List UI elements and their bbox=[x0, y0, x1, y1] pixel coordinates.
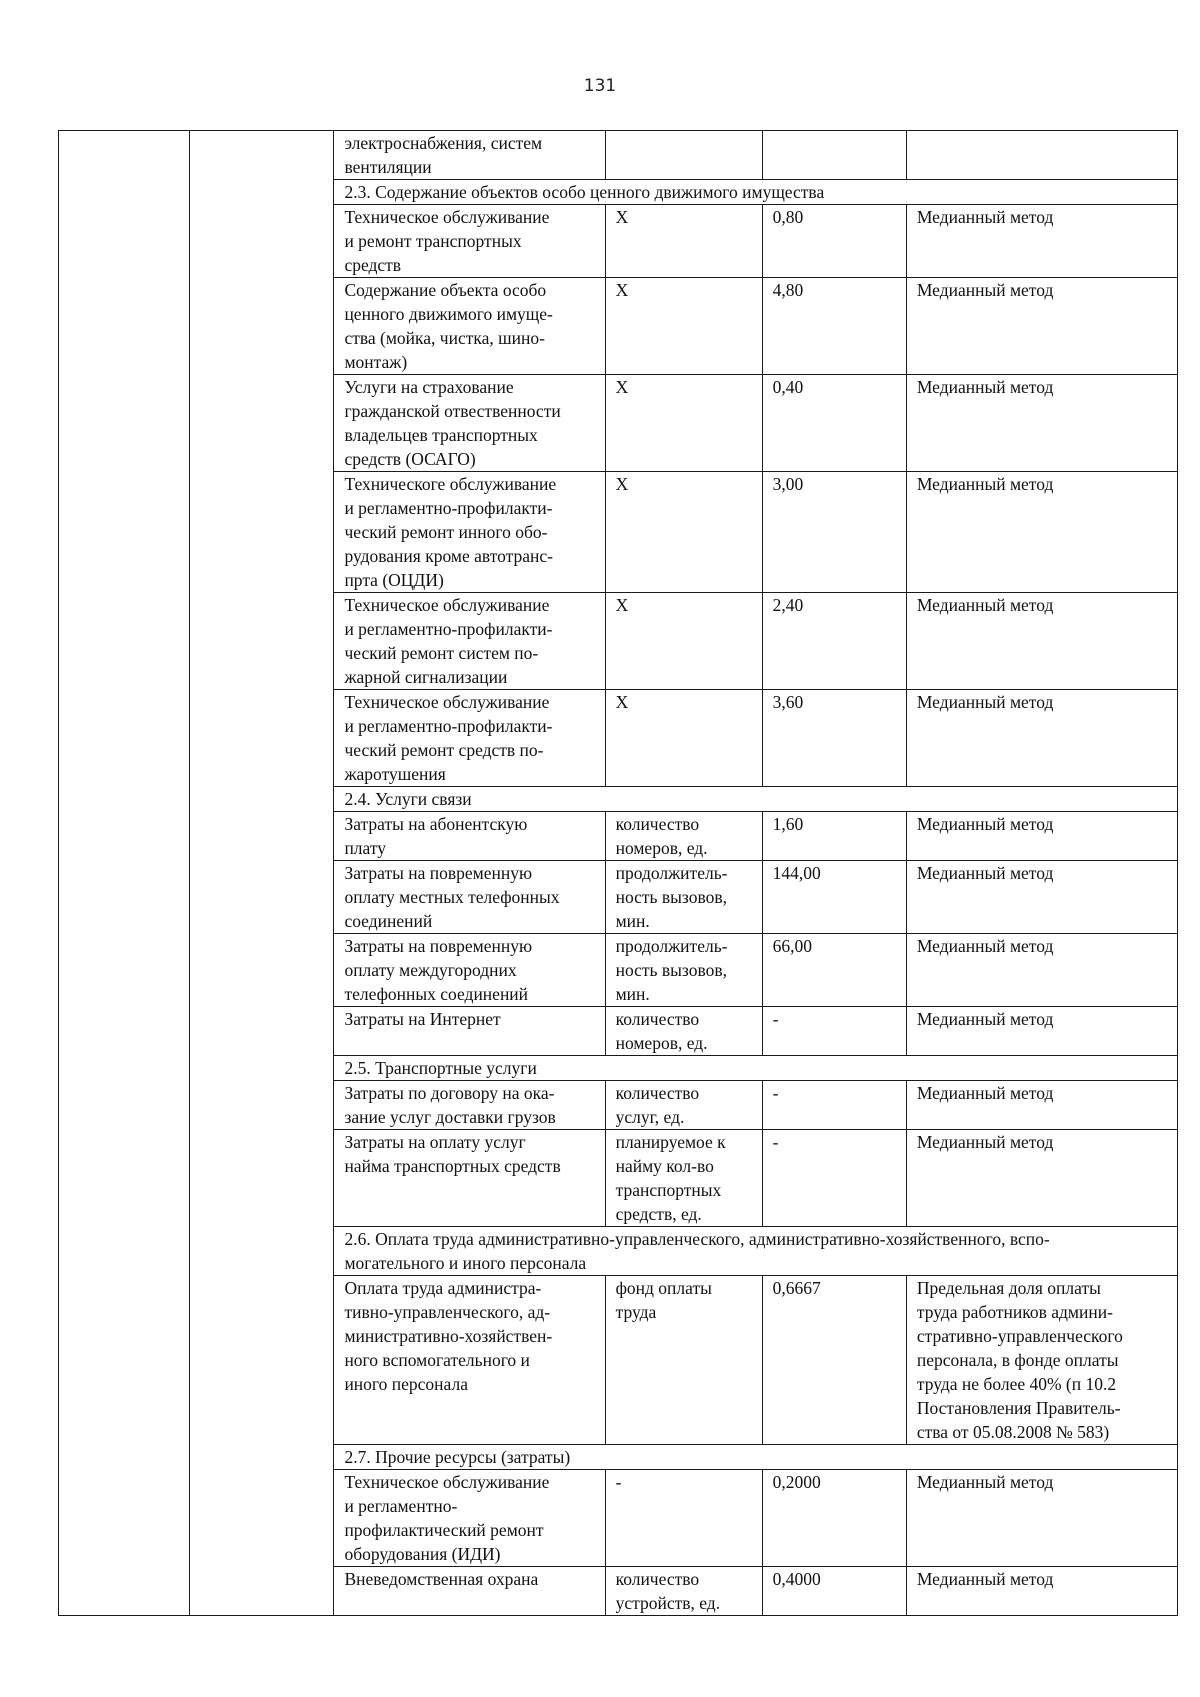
cell-value: 1,60 bbox=[762, 812, 906, 861]
empty-left-column-2 bbox=[190, 131, 334, 1616]
cell-unit: - bbox=[605, 1470, 762, 1567]
cell-method: Медианный метод bbox=[906, 593, 1177, 690]
cell-name: Услуги на страхование гражданской отвественности владельцев транспортных средств (ОСАГО) bbox=[334, 375, 605, 472]
cell-unit: Х bbox=[605, 375, 762, 472]
cell-unit: планируемое к найму кол-во транспортных средств, ед. bbox=[605, 1130, 762, 1227]
section-heading: 2.7. Прочие ресурсы (затраты) bbox=[334, 1445, 1178, 1470]
section-heading: 2.4. Услуги связи bbox=[334, 787, 1178, 812]
cell-method: Медианный метод bbox=[906, 1567, 1177, 1616]
cell-name: Техническое обслуживание и регламентно-профилакти- ческий ремонт систем по- жарной сигнализации bbox=[334, 593, 605, 690]
table-row bbox=[59, 131, 1178, 180]
cell-name: Затраты по договору на ока- зание услуг доставки грузов bbox=[334, 1081, 605, 1130]
cell-method: Медианный метод bbox=[906, 278, 1177, 375]
cell-method: Медианный метод bbox=[906, 934, 1177, 1007]
cell-unit: количество номеров, ед. bbox=[605, 1007, 762, 1056]
cell-unit: продолжитель- ность вызовов, мин. bbox=[605, 861, 762, 934]
cell-unit bbox=[605, 131, 762, 180]
page-number: 131 bbox=[583, 76, 617, 96]
cell-method: Медианный метод bbox=[906, 472, 1177, 593]
cell-unit: количество номеров, ед. bbox=[605, 812, 762, 861]
cell-value: 4,80 bbox=[762, 278, 906, 375]
cost-norms-table bbox=[58, 130, 1178, 1616]
cell-unit: продолжитель- ность вызовов, мин. bbox=[605, 934, 762, 1007]
cell-value bbox=[762, 131, 906, 180]
cell-value: 144,00 bbox=[762, 861, 906, 934]
cell-name: Техническое обслуживание и регламентно-профилакти- ческий ремонт средств по- жаротушения bbox=[334, 690, 605, 787]
cell-name: Техническоге обслуживание и регламентно-профилакти- ческий ремонт инного обо- рудования кроме автотранс- прта (ОЦДИ) bbox=[334, 472, 605, 593]
cell-value: 0,4000 bbox=[762, 1567, 906, 1616]
cell-method: Медианный метод bbox=[906, 690, 1177, 787]
cell-value: 3,00 bbox=[762, 472, 906, 593]
cell-name: Затраты на абонентскую плату bbox=[334, 812, 605, 861]
cell-name: Оплата труда администра- тивно-управленческого, ад- министративно-хозяйствен- ного вспомогательного и иного персонала bbox=[334, 1276, 605, 1445]
cell-name: Техническое обслуживание и регламентно- профилактический ремонт оборудования (ИДИ) bbox=[334, 1470, 605, 1567]
cell-unit: количество устройств, ед. bbox=[605, 1567, 762, 1616]
cell-method: Медианный метод bbox=[906, 861, 1177, 934]
section-heading: 2.5. Транспортные услуги bbox=[334, 1056, 1178, 1081]
cell-name: Затраты на Интернет bbox=[334, 1007, 605, 1056]
cell-unit: Х bbox=[605, 593, 762, 690]
cell-method: Медианный метод bbox=[906, 1130, 1177, 1227]
cell-method: Медианный метод bbox=[906, 375, 1177, 472]
section-heading: 2.6. Оплата труда административно-управленческого, административно-хозяйственного, вспо- могательного и иного персонала bbox=[334, 1227, 1178, 1276]
cell-value: 3,60 bbox=[762, 690, 906, 787]
cell-unit: Х bbox=[605, 278, 762, 375]
cell-unit: Х bbox=[605, 205, 762, 278]
cell-value: - bbox=[762, 1007, 906, 1056]
table-body bbox=[59, 131, 1178, 1616]
cell-value: 0,40 bbox=[762, 375, 906, 472]
cell-name: электроснабжения, систем вентиляции bbox=[334, 131, 605, 180]
cell-name: Вневедомственная охрана bbox=[334, 1567, 605, 1616]
cell-method: Предельная доля оплаты труда работников админи- стративно-управленческого персонала, в фонде оплаты труда не более 40% (п 10.2 Постановления Правитель- ства от 05.08.2008 № 583) bbox=[906, 1276, 1177, 1445]
cell-value: - bbox=[762, 1130, 906, 1227]
cell-method: Медианный метод bbox=[906, 812, 1177, 861]
cell-name: Затраты на оплату услуг найма транспортных средств bbox=[334, 1130, 605, 1227]
cell-value: - bbox=[762, 1081, 906, 1130]
cell-value: 0,6667 bbox=[762, 1276, 906, 1445]
cell-value: 0,80 bbox=[762, 205, 906, 278]
cell-unit: Х bbox=[605, 690, 762, 787]
cell-method: Медианный метод bbox=[906, 205, 1177, 278]
cell-value: 2,40 bbox=[762, 593, 906, 690]
cell-name: Затраты на повременную оплату междугородних телефонных соединений bbox=[334, 934, 605, 1007]
cell-method: Медианный метод bbox=[906, 1081, 1177, 1130]
cell-method bbox=[906, 131, 1177, 180]
cell-unit: Х bbox=[605, 472, 762, 593]
cell-method: Медианный метод bbox=[906, 1470, 1177, 1567]
cell-method: Медианный метод bbox=[906, 1007, 1177, 1056]
cell-value: 66,00 bbox=[762, 934, 906, 1007]
cell-unit: количество услуг, ед. bbox=[605, 1081, 762, 1130]
cell-name: Содержание объекта особо ценного движимого имуще- ства (мойка, чистка, шино- монтаж) bbox=[334, 278, 605, 375]
cell-name: Техническое обслуживание и ремонт транспортных средств bbox=[334, 205, 605, 278]
cell-name: Затраты на повременную оплату местных телефонных соединений bbox=[334, 861, 605, 934]
cell-unit: фонд оплаты труда bbox=[605, 1276, 762, 1445]
section-heading: 2.3. Содержание объектов особо ценного движимого имущества bbox=[334, 180, 1178, 205]
cell-value: 0,2000 bbox=[762, 1470, 906, 1567]
empty-left-column-1 bbox=[59, 131, 190, 1616]
